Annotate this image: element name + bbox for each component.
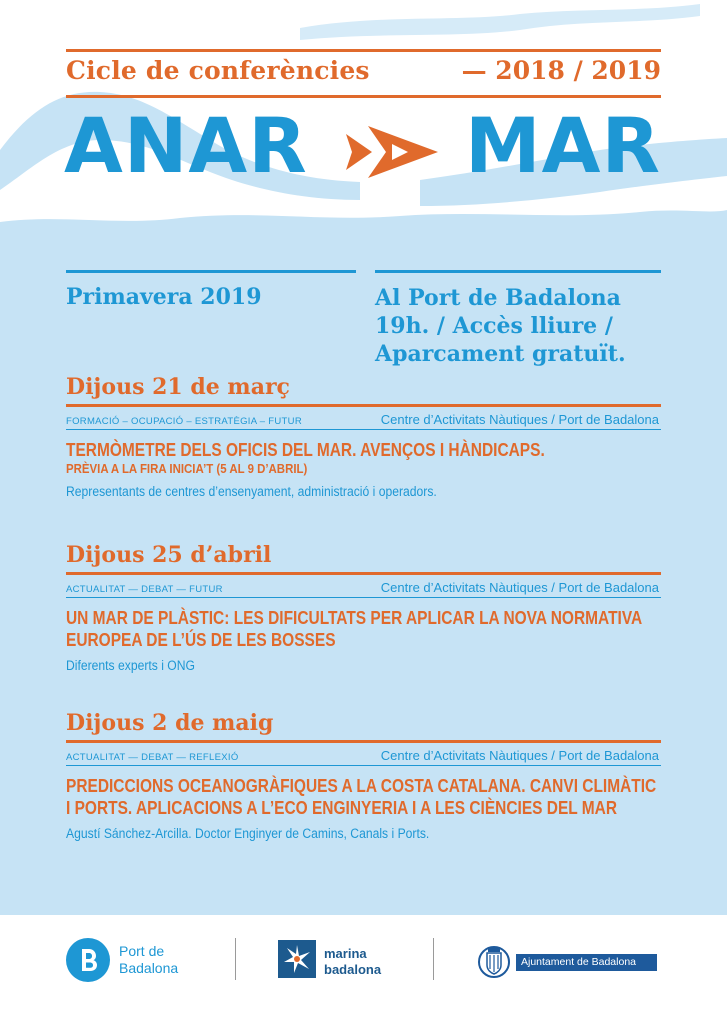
cycle-years: — 2018 / 2019 [461, 56, 661, 85]
venue-line-1: Al Port de Badalona [375, 285, 621, 311]
event-meta [66, 407, 661, 429]
footer-divider [235, 938, 236, 980]
event-tags: ACTUALITAT — DEBAT — FUTUR [66, 584, 223, 595]
venue-line-2: 19h. / Accès lliure / [375, 313, 613, 339]
event-title-line-1: TERMÒMETRE DELS OFICIS DEL MAR. AVENÇOS I HÀNDICAPS. [66, 440, 545, 460]
event-title-line-2: EUROPEA DE L’ÚS DE LES BOSSES [66, 630, 336, 650]
event-meta-line [66, 765, 661, 766]
event-location: Centre d’Activitats Nàutiques / Port de Badalona [380, 412, 659, 427]
port-badalona-logo [66, 936, 236, 984]
ajuntament-badalona-logo [478, 944, 668, 980]
cycle-title: Cicle de conferències [66, 56, 370, 85]
event-meta [66, 743, 661, 765]
port-logo-line-1: Port de [119, 943, 165, 959]
event-item [66, 540, 661, 673]
event-title-line-1: PREDICCIONS OCEANOGRÀFIQUES A LA COSTA CATALANA. CANVI CLIMÀTIC [66, 776, 657, 796]
event-date: Dijous 2 de maig [66, 710, 274, 736]
footer-divider [433, 938, 434, 980]
event-title-line-2: PRÈVIA A LA FIRA INICIA’T (5 AL 9 D’ABRIL) [66, 461, 308, 476]
venue-line-3: Aparcament gratuït. [375, 341, 626, 367]
arrow-fish-logo-icon [346, 122, 438, 184]
header-bottom-line [66, 95, 661, 98]
title-word-mar: MAR [465, 101, 661, 190]
event-title-line-1: UN MAR DE PLÀSTIC: LES DIFICULTATS PER APLICAR LA NOVA NORMATIVA [66, 608, 643, 628]
city-crest-icon [478, 944, 510, 980]
port-b-icon [66, 938, 110, 982]
header-top-line [66, 49, 661, 52]
venue-column-line [375, 270, 661, 273]
marina-badalona-logo [278, 938, 408, 984]
event-location: Centre d’Activitats Nàutiques / Port de Badalona [380, 748, 659, 763]
port-logo-text [119, 943, 178, 977]
event-speakers: Representants de centres d’ensenyament, administració i operadors. [66, 484, 437, 499]
ajuntament-label: Ajuntament de Badalona [516, 954, 657, 971]
venue-info [375, 284, 626, 368]
top-brush-stroke [300, 4, 700, 40]
event-meta-line [66, 597, 661, 598]
event-title-line-2: I PORTS. APLICACIONS A L’ECO ENGINYERIA I A LES CIÈNCIES DEL MAR [66, 798, 618, 818]
event-meta [66, 575, 661, 597]
event-date: Dijous 25 d’abril [66, 542, 272, 568]
event-item [66, 372, 661, 499]
port-logo-line-2: Badalona [119, 960, 179, 976]
marina-logo-line-2: badalona [324, 962, 382, 977]
event-speakers: Diferents experts i ONG [66, 658, 195, 673]
event-item [66, 708, 661, 841]
event-tags: ACTUALITAT — DEBAT — REFLEXIÓ [66, 752, 239, 763]
season-column-line [66, 270, 356, 273]
event-speakers: Agustí Sánchez-Arcilla. Doctor Enginyer de Camins, Canals i Ports. [66, 826, 430, 841]
marina-logo-text [324, 946, 381, 978]
marina-logo-line-1: marina [324, 946, 367, 961]
event-date: Dijous 21 de març [66, 374, 290, 400]
marina-star-icon [278, 940, 316, 978]
event-tags: FORMACIÓ – OCUPACIÓ – ESTRATÈGIA – FUTUR [66, 416, 302, 427]
season-label: Primavera 2019 [66, 284, 262, 310]
title-word-anar: ANAR [64, 101, 308, 190]
event-location: Centre d’Activitats Nàutiques / Port de Badalona [380, 580, 659, 595]
event-meta-line [66, 429, 661, 430]
